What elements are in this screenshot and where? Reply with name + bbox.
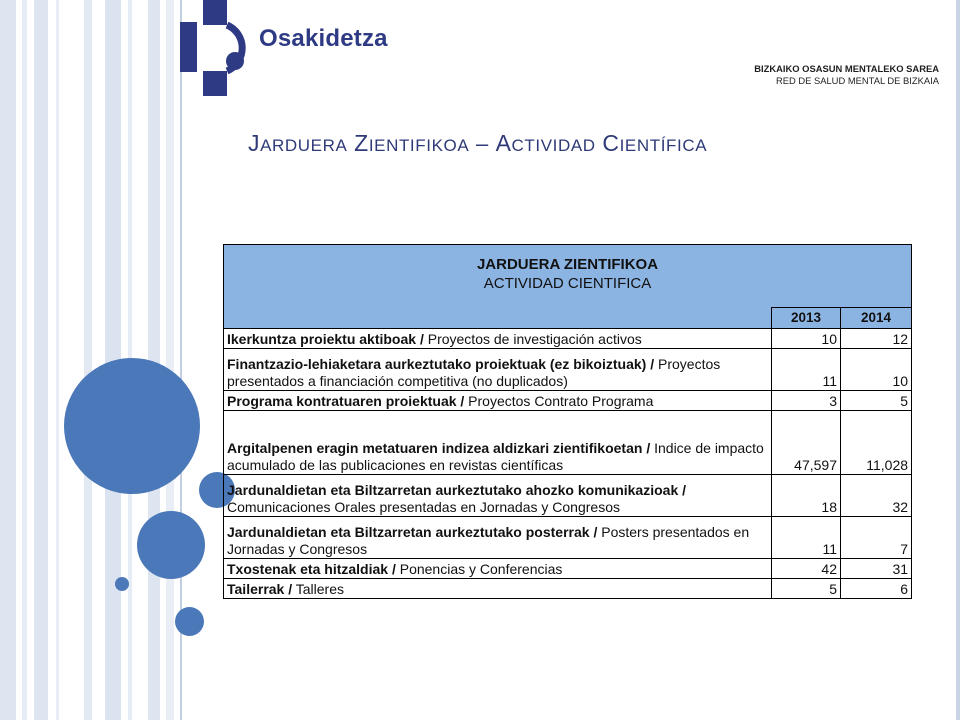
row-label-eu: Ikerkuntza proiektu aktiboak /: [227, 330, 424, 347]
value-2013: 42: [772, 559, 841, 579]
table-row: [224, 475, 912, 517]
table-row: [224, 329, 912, 349]
decor-circle-large: [64, 358, 200, 494]
table-heading-es: ACTIVIDAD CIENTIFICA: [483, 275, 652, 292]
row-label-eu: Argitalpenen eragin metatuaren indizea aldizkari zientifikoetan /: [227, 440, 651, 456]
row-label-es: Talleres: [292, 580, 345, 597]
value-2014: 12: [841, 329, 912, 349]
osakidetza-logo-icon: [180, 0, 260, 96]
table-row: [224, 579, 912, 599]
network-name-eu: BIZKAIKO OSASUN MENTALEKO SAREA: [754, 63, 939, 74]
value-2013: 10: [772, 329, 841, 349]
row-label: [224, 475, 772, 517]
brand-name: Osakidetza: [259, 25, 388, 52]
value-2014: 7: [841, 517, 912, 559]
row-label-es: Indice de impacto acumulado de las publicaciones en revistas científicas: [227, 440, 764, 473]
row-label-es: Posters presentados en Jornadas y Congresos: [227, 524, 750, 557]
row-label: [224, 517, 772, 559]
row-label-es: Proyectos presentados a financiación competitiva (no duplicados): [227, 356, 721, 389]
value-2013: 18: [772, 475, 841, 517]
row-label: [224, 411, 772, 475]
decor-circle-dot: [115, 577, 129, 591]
row-label-eu: Tailerrak /: [227, 580, 293, 597]
row-label: [224, 391, 772, 411]
column-header-2013: 2013: [772, 308, 841, 329]
page-title-eu: JARDUERA ZIENTIFIKOA: [248, 130, 470, 156]
decor-circle-medium: [137, 511, 205, 579]
value-2014: 5: [841, 391, 912, 411]
row-label-es: Proyectos Contrato Programa: [464, 392, 654, 409]
row-label-es: Proyectos de investigación activos: [423, 330, 642, 347]
value-2014: 32: [841, 475, 912, 517]
network-name: [754, 63, 939, 87]
decor-stripe: [166, 0, 174, 720]
value-2014: 11,028: [841, 411, 912, 475]
row-label: [224, 579, 772, 599]
table-heading-row: [224, 245, 912, 308]
decor-stripe: [56, 0, 59, 720]
decor-stripe: [34, 0, 48, 720]
table-row: [224, 349, 912, 391]
value-2014: 31: [841, 559, 912, 579]
row-label-es: Ponencias y Conferencias: [395, 560, 563, 577]
activity-table: [223, 244, 911, 599]
row-label: [224, 559, 772, 579]
decor-stripe: [84, 0, 92, 720]
value-2014: 6: [841, 579, 912, 599]
row-label-eu: Programa kontratuaren proiektuak /: [227, 392, 465, 409]
row-label-eu: Finantzazio-lehiaketara aurkeztutako proiektuak (ez bikoiztuak) /: [227, 356, 655, 372]
table-row: [224, 559, 912, 579]
table-row: [224, 411, 912, 475]
table-row: [224, 391, 912, 411]
value-2013: 47,597: [772, 411, 841, 475]
decor-circle-small: [175, 607, 204, 636]
table-heading: [224, 245, 912, 308]
value-2013: 5: [772, 579, 841, 599]
column-header-2014: 2014: [841, 308, 912, 329]
row-label-eu: Jardunaldietan eta Biltzarretan aurkeztutako ahozko komunikazioak /: [227, 482, 687, 498]
table-row: [224, 517, 912, 559]
table-year-row: [224, 308, 912, 329]
row-label: [224, 329, 772, 349]
decor-stripe: [22, 0, 27, 720]
value-2013: 3: [772, 391, 841, 411]
network-name-es: RED DE SALUD MENTAL DE BIZKAIA: [775, 75, 939, 86]
page-title-separator: –: [476, 131, 489, 156]
row-label-es: Comunicaciones Orales presentadas en Jornadas y Congresos: [227, 498, 620, 515]
decor-stripe: [0, 0, 16, 720]
row-label: [224, 349, 772, 391]
value-2013: 11: [772, 517, 841, 559]
table-heading-eu: JARDUERA ZIENTIFIKOA: [476, 256, 659, 273]
value-2013: 11: [772, 349, 841, 391]
page-title: [248, 130, 707, 157]
page-title-es: ACTIVIDAD CIENTÍFICA: [495, 130, 708, 156]
row-label-eu: Jardunaldietan eta Biltzarretan aurkeztutako posterrak /: [227, 524, 598, 540]
row-label-eu: Txostenak eta hitzaldiak /: [227, 560, 396, 577]
decor-frame-right: [956, 0, 960, 720]
value-2014: 10: [841, 349, 912, 391]
table-header-blank: [224, 308, 772, 329]
